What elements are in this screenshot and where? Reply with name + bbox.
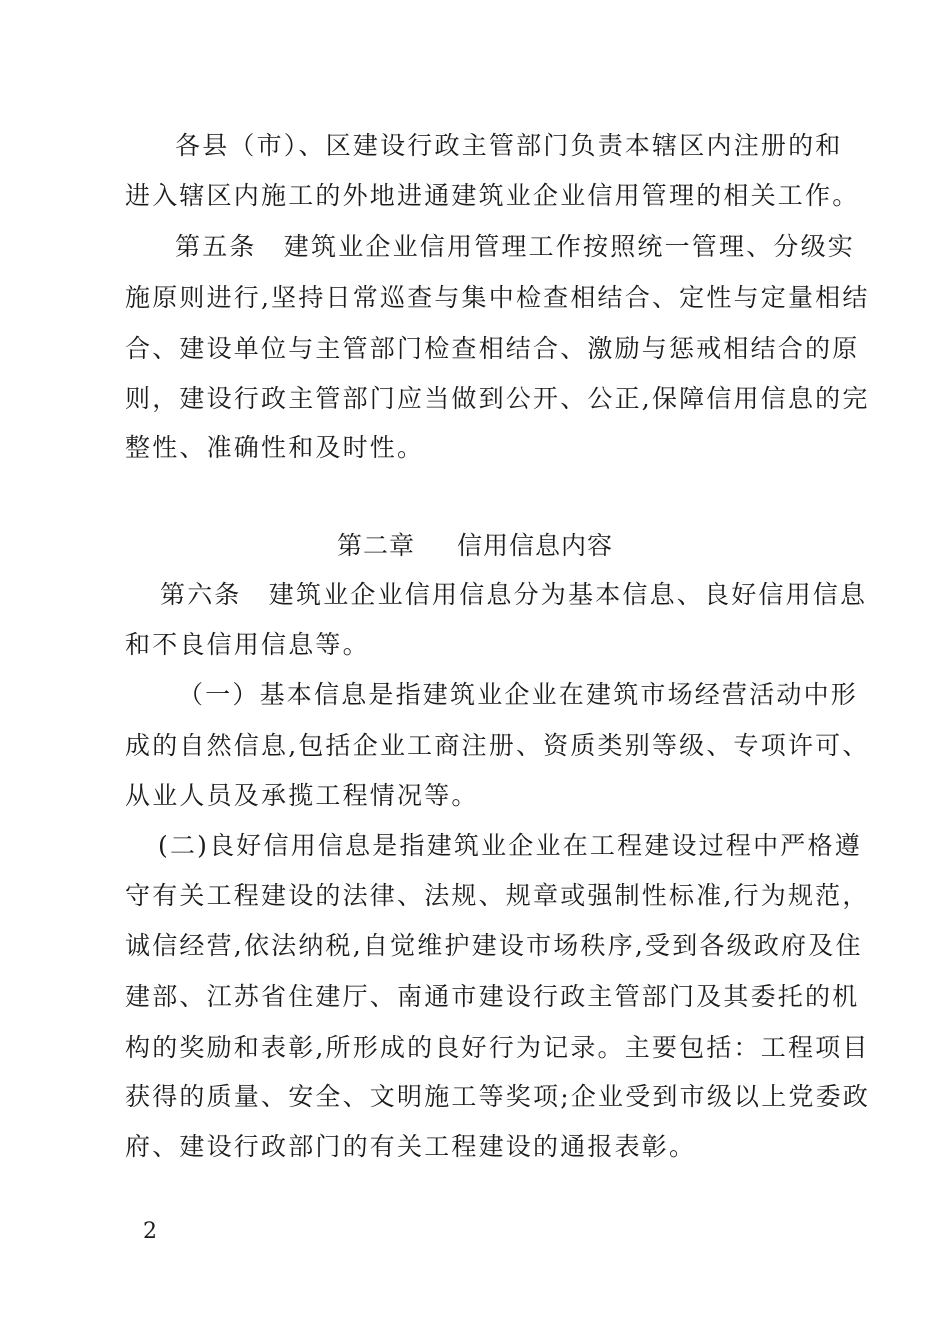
item-1-line: 成的自然信息,包括企业工商注册、资质类别等级、专项许可、	[125, 731, 870, 760]
item-2-line: 府、建设行政部门的有关工程建设的通报表彰。	[125, 1132, 697, 1161]
article-5-line: 施原则进行,坚持日常巡查与集中检查相结合、定性与定量相结	[125, 283, 870, 312]
article-6-line: 和不良信用信息等。	[125, 630, 370, 659]
item-2-line: 获得的质量、安全、文明施工等奖项;企业受到市级以上党委政	[125, 1082, 871, 1111]
item-2-line: 守有关工程建设的法律、法规、规章或强制性标准,行为规范，	[125, 881, 870, 910]
article-5-line: 整性、准确性和及时性。	[125, 433, 425, 462]
article-5-line: 则，建设行政主管部门应当做到公开、公正,保障信用信息的完	[125, 384, 870, 413]
item-1-line: 从业人员及承揽工程情况等。	[125, 781, 479, 810]
page-number: 2	[143, 1219, 157, 1244]
chapter-title: 信用信息内容	[457, 531, 614, 560]
paragraph-line: 进入辖区内施工的外地进通建筑业企业信用管理的相关工作。	[125, 181, 860, 210]
article-5-line: 第五条 建筑业企业信用管理工作按照统一管理、分级实	[175, 232, 856, 261]
chapter-number: 第二章	[336, 531, 415, 560]
item-2-line: 诚信经营,依法纳税,自觉维护建设市场秩序,受到各级政府及住	[125, 931, 863, 960]
paragraph-line: 各县（市）、区建设行政主管部门负责本辖区内注册的和	[175, 131, 843, 160]
item-2-line: 建部、江苏省住建厅、南通市建设行政主管部门及其委托的机	[125, 982, 860, 1011]
item-2-line: (二)良好信用信息是指建筑业企业在工程建设过程中严格遵	[158, 831, 862, 860]
article-6-line: 第六条 建筑业企业信用信息分为基本信息、良好信用信息	[160, 580, 868, 609]
item-1-line: （一）基本信息是指建筑业企业在建筑市场经营活动中形	[178, 680, 859, 709]
item-2-line: 构的奖励和表彰,所形成的良好行为记录。主要包括：工程项目	[125, 1033, 870, 1062]
chapter-heading	[0, 529, 950, 563]
article-5-line: 合、建设单位与主管部门检查相结合、激励与惩戒相结合的原	[125, 334, 860, 363]
